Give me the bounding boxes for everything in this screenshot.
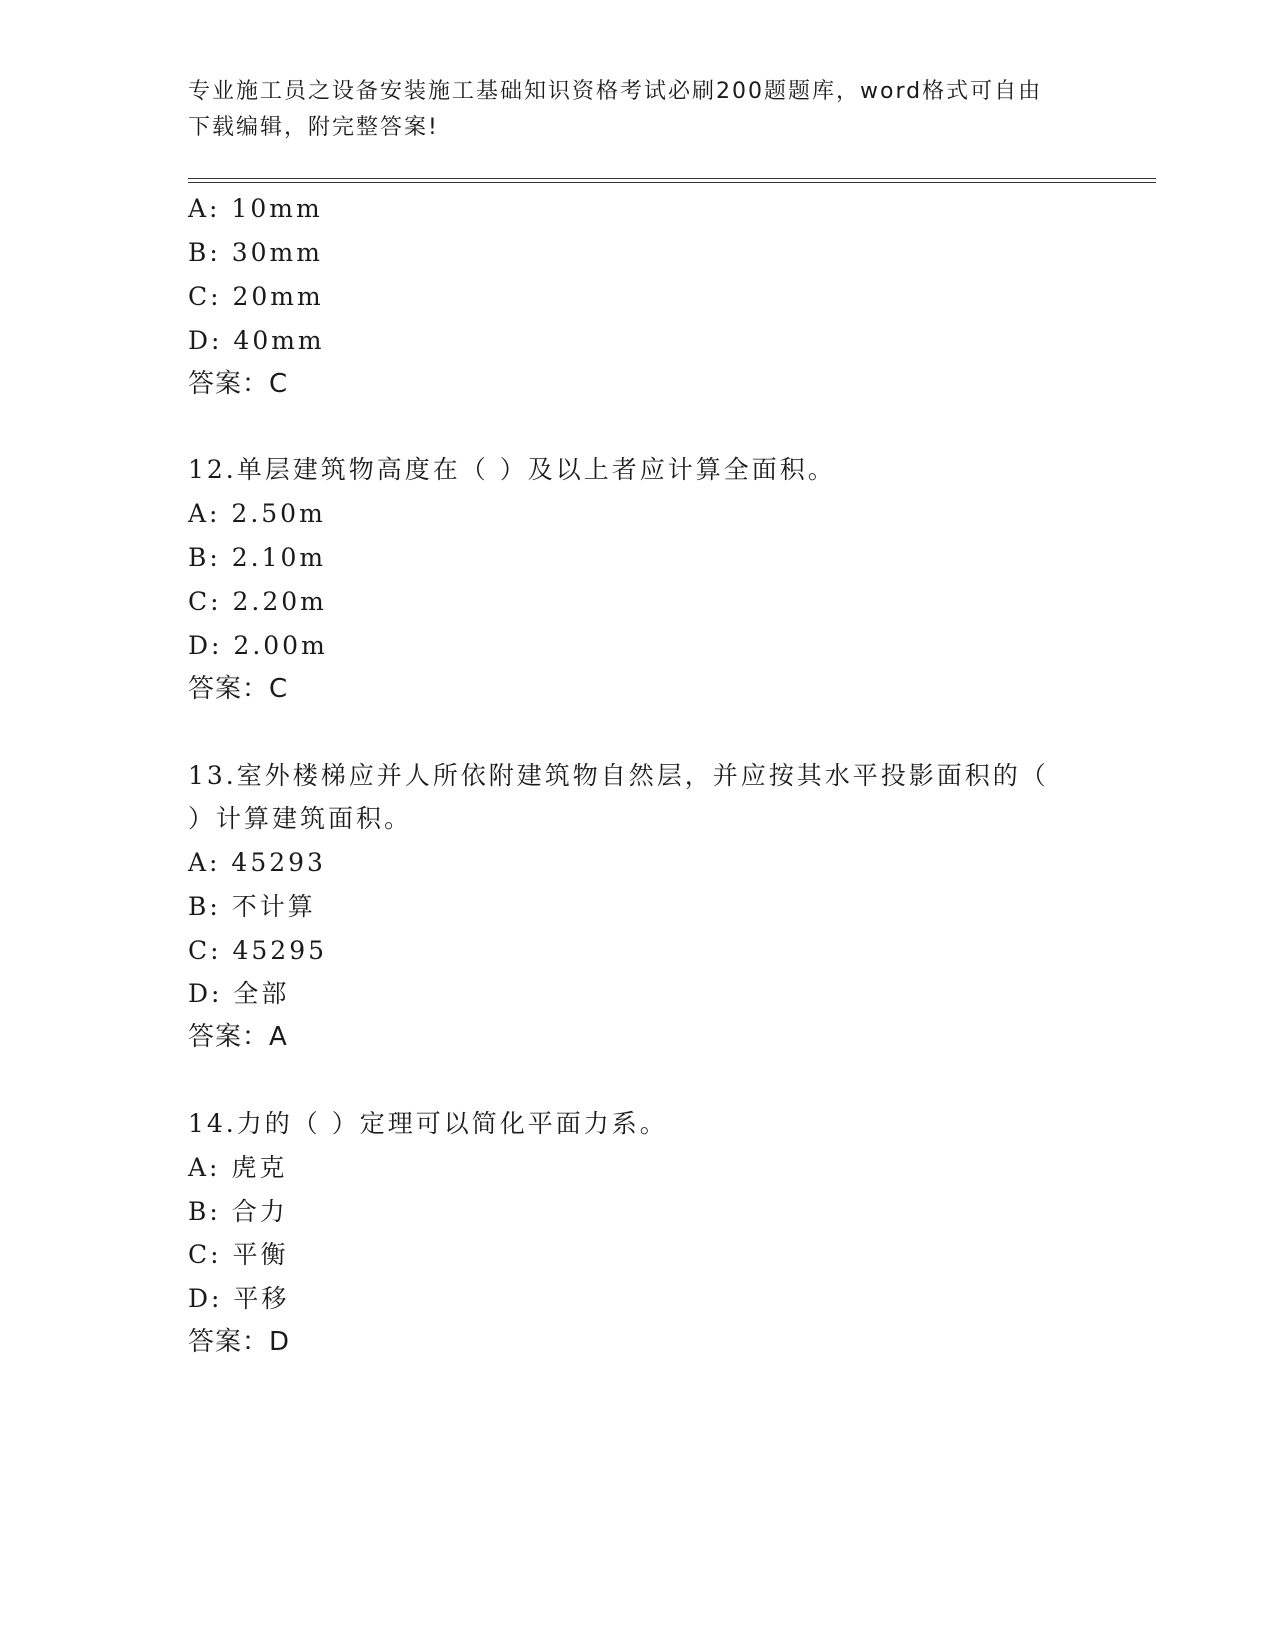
q12-option-a: A: 2.50m: [188, 499, 326, 528]
q13-question-line-1: 13.室外楼梯应并人所依附建筑物自然层，并应按其水平投影面积的（: [188, 761, 1049, 790]
q12-answer: 答案：C: [188, 674, 289, 704]
q13-question-line-2: ）计算建筑面积。: [188, 804, 413, 833]
q14-question: 14.力的（ ）定理可以简化平面力系。: [188, 1109, 668, 1138]
q12-option-c: C: 2.20m: [188, 587, 327, 616]
q14-option-b: B: 合力: [188, 1197, 288, 1226]
q11-option-d: D: 40mm: [188, 326, 325, 355]
q11-answer: 答案：C: [188, 369, 289, 399]
q14-option-d: D: 平移: [188, 1284, 290, 1313]
q13-answer: 答案：A: [188, 1022, 288, 1052]
header-title-line-2: 下载编辑，附完整答案!: [188, 115, 439, 140]
document-header: [188, 74, 1088, 146]
q14-answer: 答案：D: [188, 1327, 291, 1357]
q12-question: 12.单层建筑物高度在（ ）及以上者应计算全面积。: [188, 455, 836, 484]
q12-option-d: D: 2.00m: [188, 631, 328, 660]
q14-option-c: C: 平衡: [188, 1240, 289, 1269]
q12-option-b: B: 2.10m: [188, 543, 327, 572]
q11-option-b: B: 30mm: [188, 238, 323, 267]
header-divider-bottom: [188, 182, 1156, 183]
q11-option-a: A: 10mm: [188, 194, 323, 223]
q14-option-a: A: 虎克: [188, 1153, 288, 1182]
q13-option-c: C: 45295: [188, 936, 328, 965]
q13-option-a: A: 45293: [188, 848, 326, 877]
header-divider-top: [188, 178, 1156, 179]
q13-option-d: D: 全部: [188, 979, 290, 1008]
q13-option-b: B: 不计算: [188, 892, 316, 921]
header-title-line-1: 专业施工员之设备安装施工基础知识资格考试必刷200题题库，word格式可自由: [188, 79, 1043, 104]
q11-option-c: C: 20mm: [188, 282, 324, 311]
